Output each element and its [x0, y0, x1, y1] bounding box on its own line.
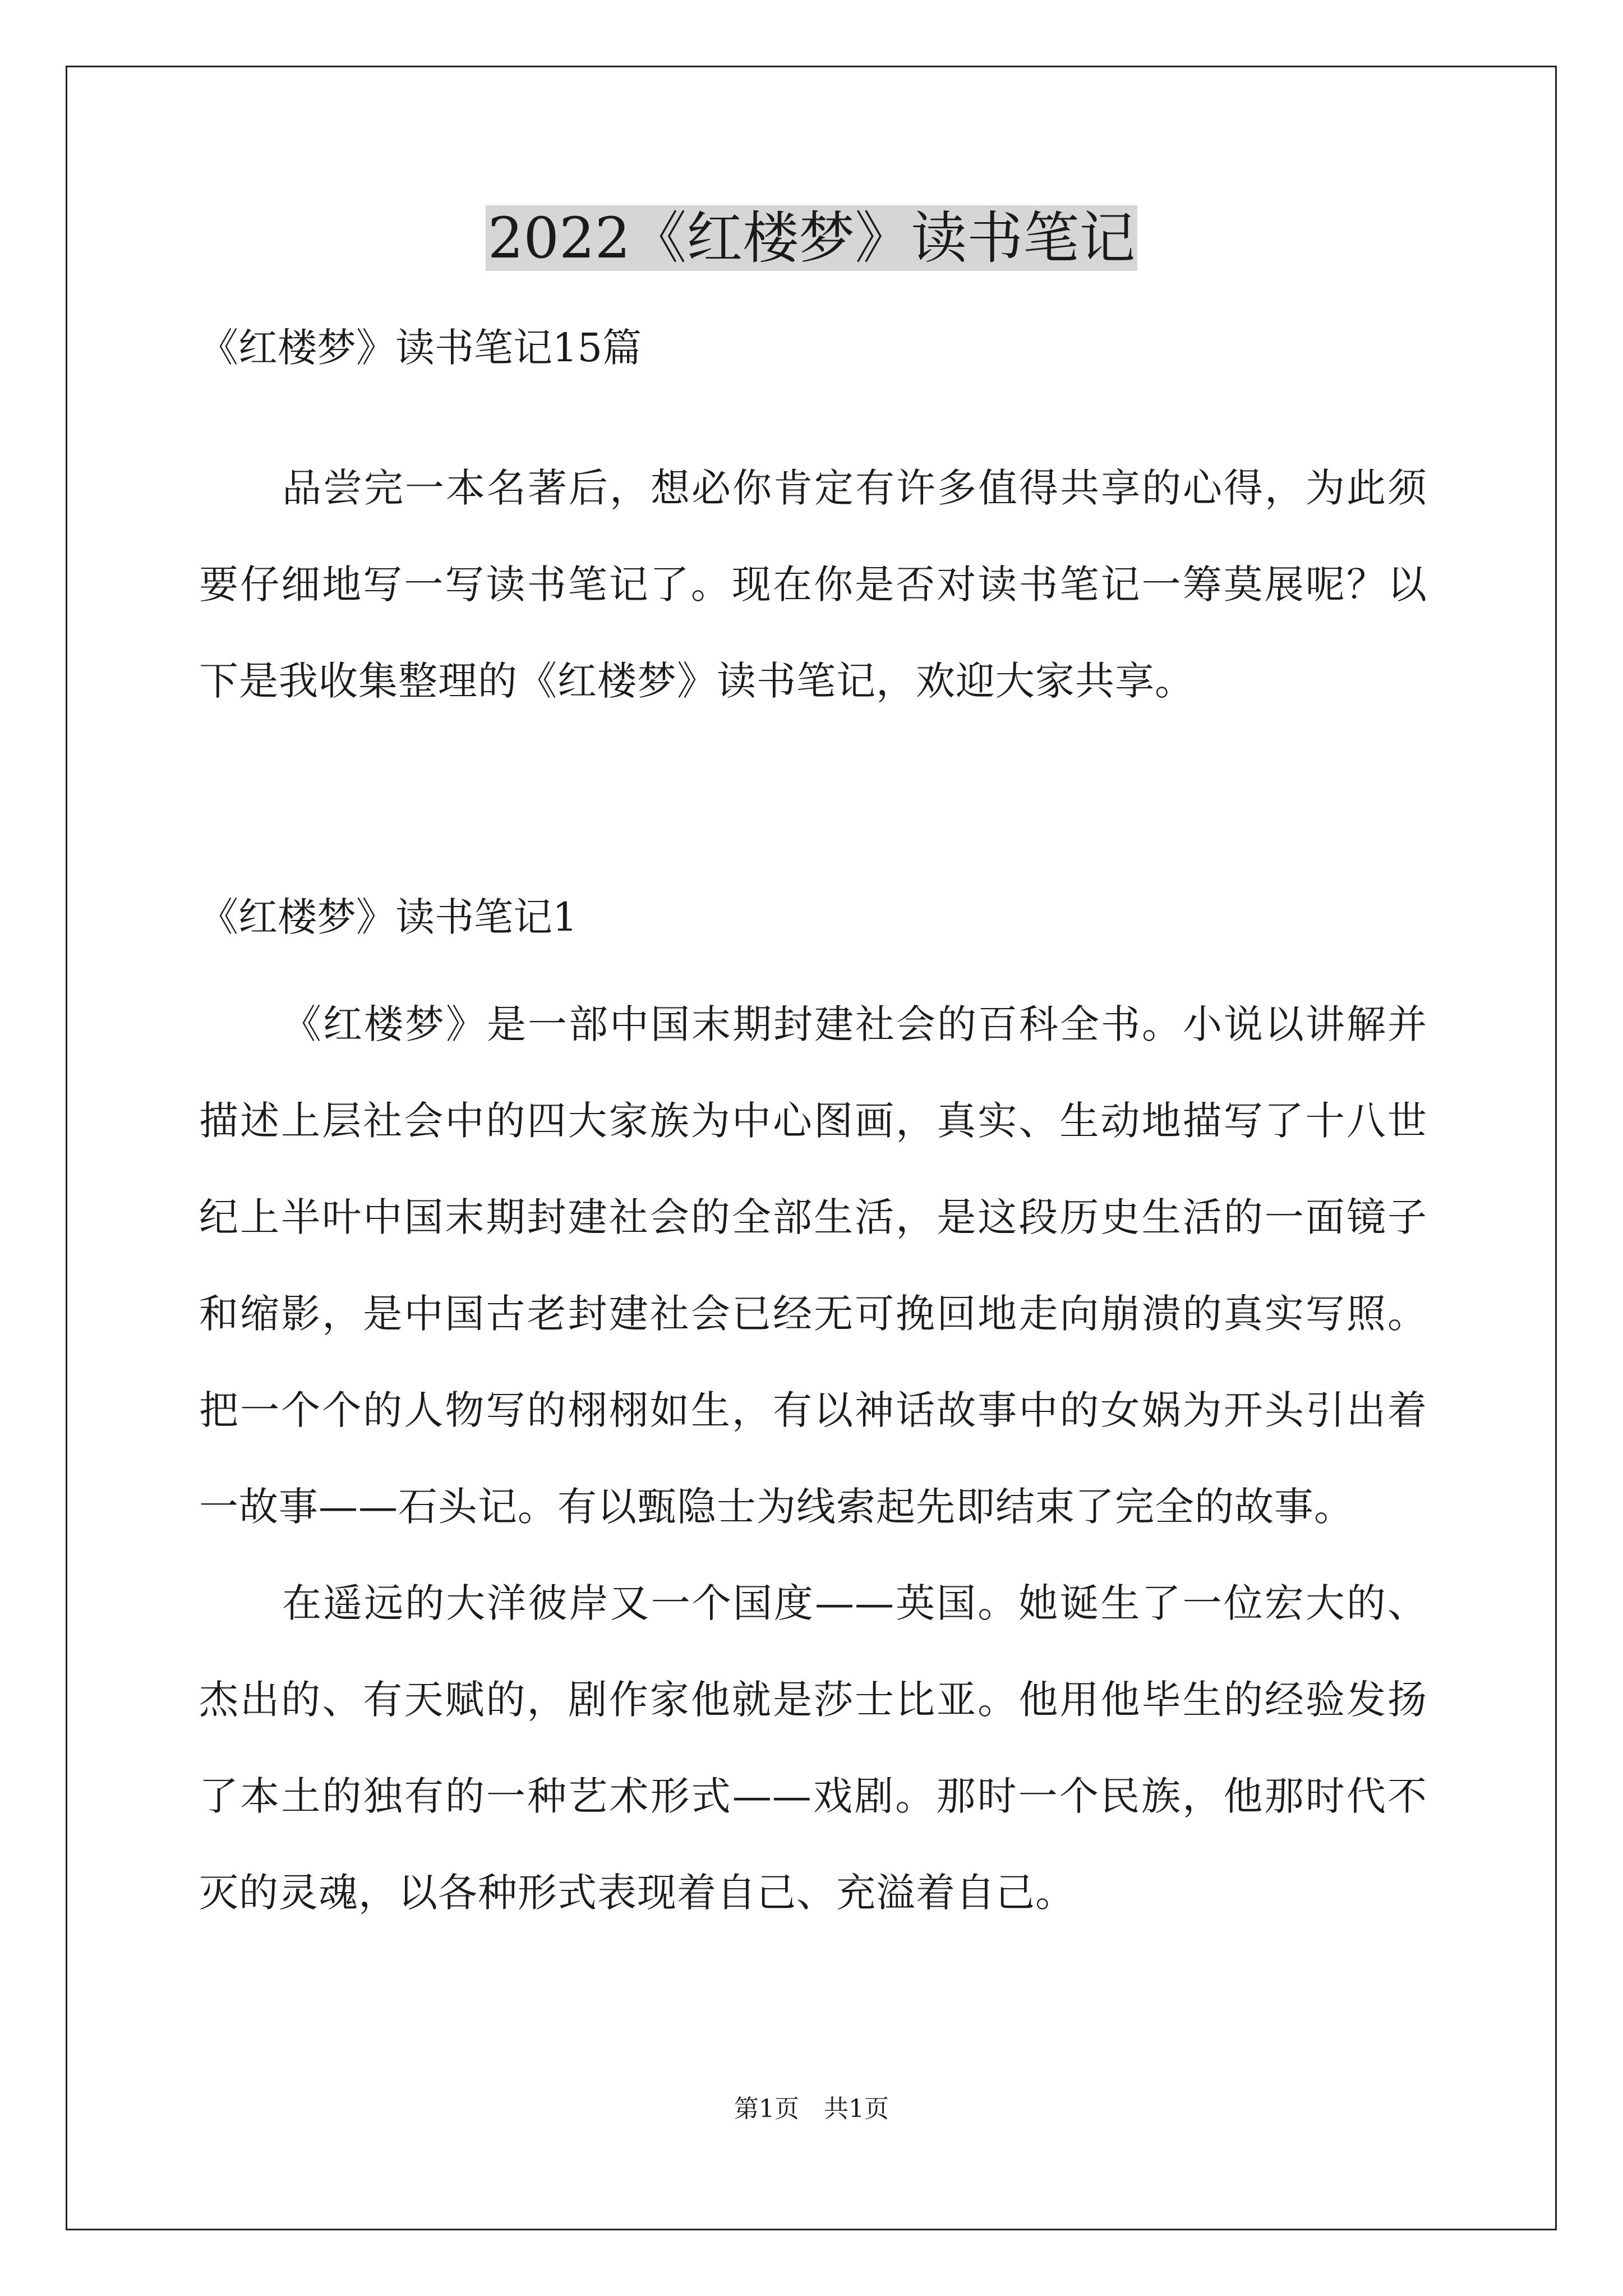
page-footer: 第1页 共1页: [734, 2095, 889, 2123]
document-subtitle: 《红楼梦》读书笔记15篇: [199, 325, 642, 371]
document-title-text: 2022《红楼梦》读书笔记: [486, 205, 1138, 271]
section-heading: 《红楼梦》读书笔记1: [199, 894, 578, 940]
intro-paragraph: 品尝完一本名著后，想必你肯定有许多值得共享的心得，为此须要仔细地写一写读书笔记了。现在你是否对读书笔记一筹莫展呢？以下是我收集整理的《红楼梦》读书笔记，欢迎大家共享。: [199, 465, 1427, 704]
body-block: [199, 976, 1427, 1941]
body-paragraph-2: 在遥远的大洋彼岸又一个国度——英国。她诞生了一位宏大的、杰出的、有天赋的，剧作家他就是莎士比亚。他用他毕生的经验发扬了本土的独有的一种艺术形式——戏剧。那时一个民族，他那时代不灭的灵魂，以各种形式表现着自己、充溢着自己。: [199, 1580, 1427, 1916]
intro-block: [199, 440, 1427, 729]
body-paragraph-1: 《红楼梦》是一部中国末期封建社会的百科全书。小说以讲解并描述上层社会中的四大家族为中心图画，真实、生动地描写了十八世纪上半叶中国末期封建社会的全部生活，是这段历史生活的一面镜子和缩影，是中国古老封建社会已经无可挽回地走向崩溃的真实写照。把一个个的人物写的栩栩如生，有以神话故事中的女娲为开头引出着一故事——石头记。有以甄隐士为线索起先即结束了完全的故事。: [199, 1001, 1427, 1530]
document-title: [0, 196, 1623, 280]
